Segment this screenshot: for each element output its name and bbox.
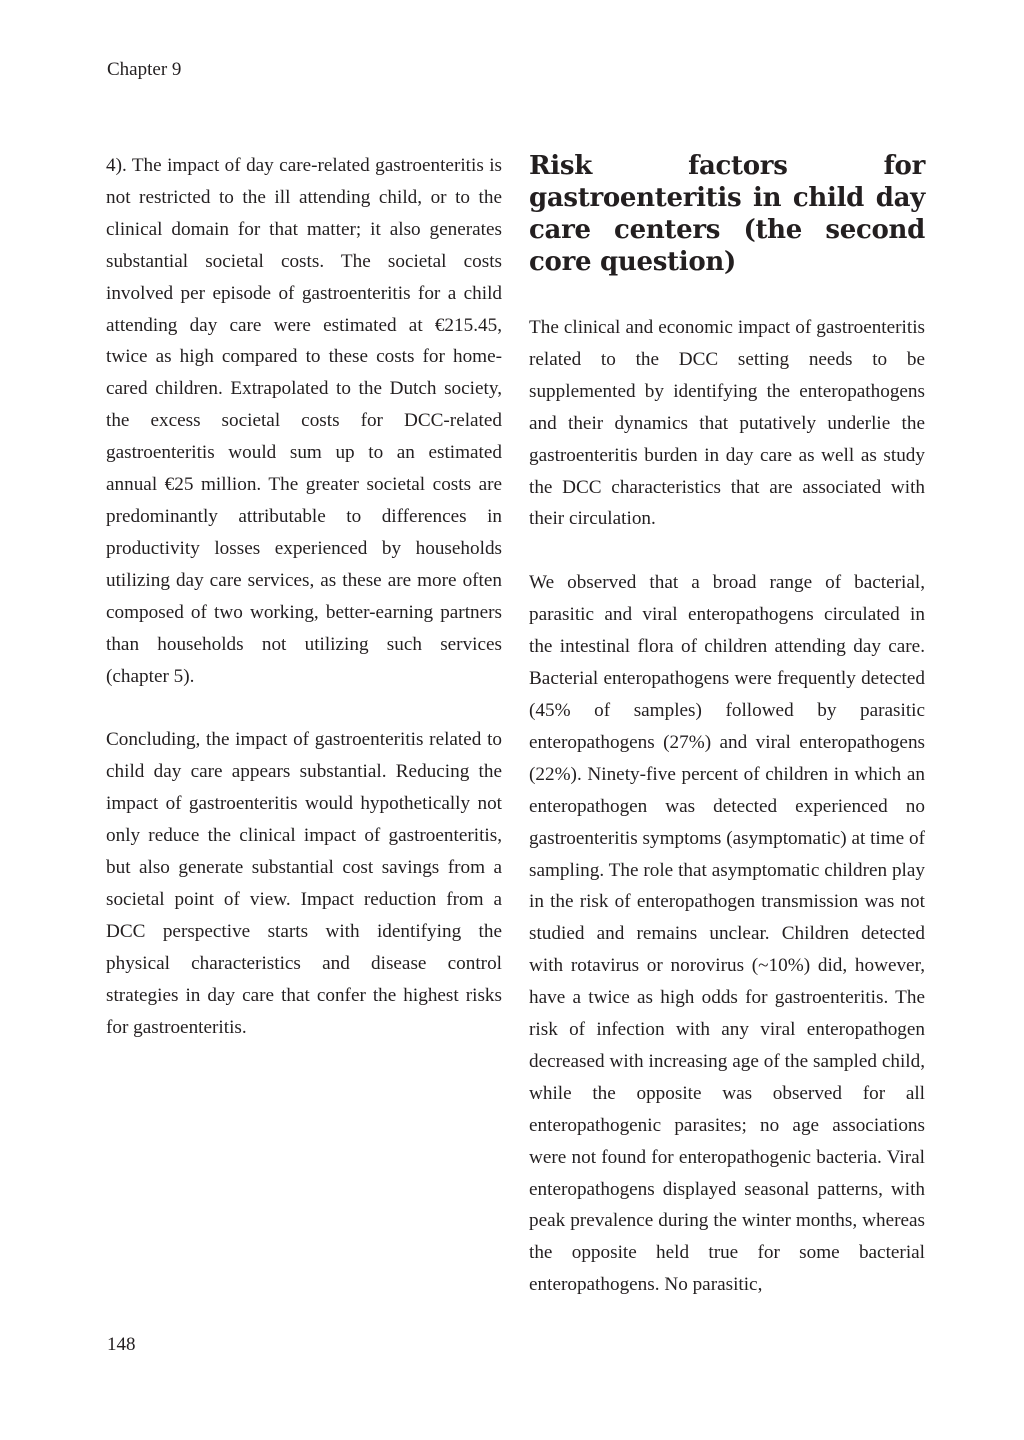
right-column — [529, 150, 925, 1301]
left-column — [106, 150, 502, 1043]
body-paragraph-concluding: Concluding, the impact of gastroenteritis related to child day care appears substantial. Reducing the impact of gastroenteritis would hypothetically not only reduce the clinical impact of gastroenteritis, but also generate substantial cost savings from a societal point of view. Impact reduction from a DCC perspective starts with identifying the physical characteristics and disease control strategies in day care that confer the highest risks for gastroenteritis. — [106, 729, 502, 1038]
page-number: 148 — [107, 1334, 136, 1355]
section-heading: Risk factors for gastroenteritis in child day care centers (the second core question) — [529, 151, 925, 277]
running-header: Chapter 9 — [107, 59, 182, 80]
body-paragraph-societal-costs: 4). The impact of day care-related gastroenteritis is not restricted to the ill attending child, or to the clinical domain for that matter; it also generates substantial societal costs. The societal costs involved per episode of gastroenteritis for a child attending day care were estimated at €215.45, twice as high compared to these costs for home-cared children. Extrapolated to the Dutch society, the excess societal costs for DCC-related gastroenteritis would sum up to an estimated annual €25 million. The greater societal costs are predominantly attributable to differences in productivity losses experienced by households utilizing day care services, as these are more often composed of two working, better-earning partners than households not utilizing such services (chapter 5). — [106, 155, 502, 687]
body-paragraph-intro: The clinical and economic impact of gastroenteritis related to the DCC setting needs to be supplemented by identifying the enteropathogens and their dynamics that putatively underlie the gastroenteritis burden in day care as well as study the DCC characteristics that are associated with their circulation. — [529, 317, 925, 530]
body-paragraph-observations: We observed that a broad range of bacterial, parasitic and viral enteropathogens circulated in the intestinal flora of children attending day care. Bacterial enteropathogens were frequently detected (45% of samples) followed by parasitic enteropathogens (27%) and viral enteropathogens (22%). Ninety-five percent of children in which an enteropathogen was detected experienced no gastroenteritis symptoms (asymptomatic) at time of sampling. The role that asymptomatic children play in the risk of enteropathogen transmission was not studied and remains unclear. Children detected with rotavirus or norovirus (~10%) did, however, have a twice as high odds for gastroenteritis. The risk of infection with any viral enteropathogen decreased with increasing age of the sampled child, while the opposite was observed for all enteropathogenic parasites; no age associations were not found for enteropathogenic bacteria. Viral enteropathogens displayed seasonal patterns, with peak prevalence during the winter months, whereas the opposite held true for some bacterial enteropathogens. No parasitic, — [529, 572, 925, 1296]
